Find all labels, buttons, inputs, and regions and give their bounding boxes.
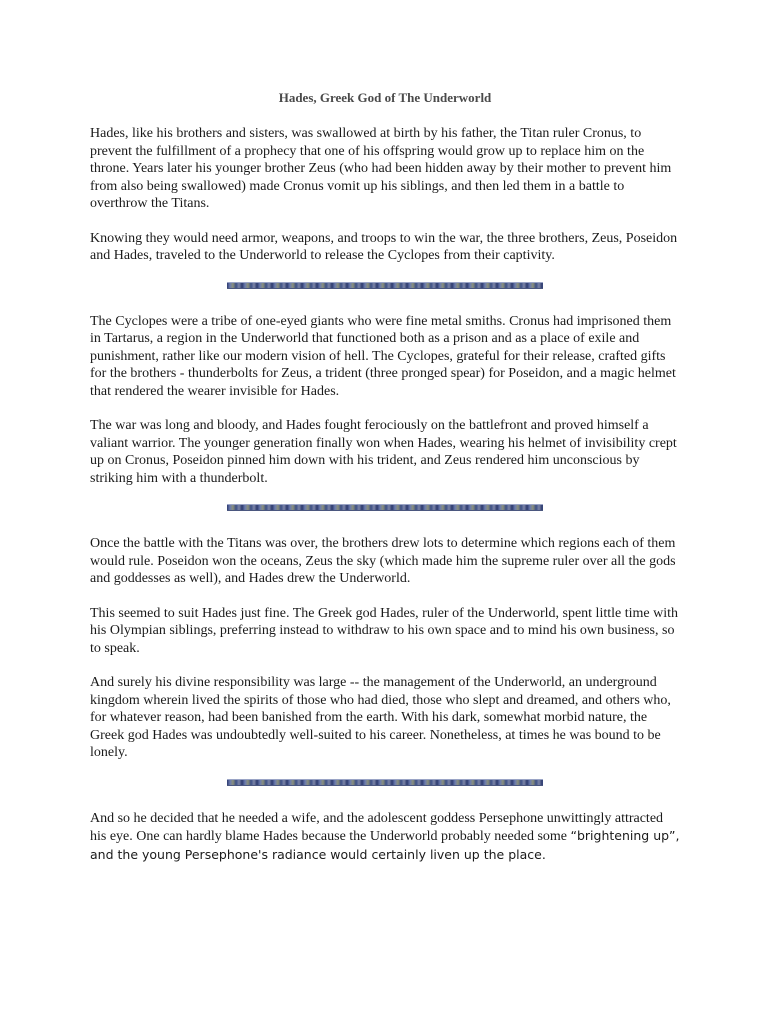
paragraph-8-tail: “brightening up”, and the young Persephone's radiance would certainly liven up the place.	[90, 828, 680, 862]
paragraph-8	[90, 810, 680, 865]
paragraph-2: Knowing they would need armor, weapons, and troops to win the war, the three brothers, Zeus, Poseidon and Hades, traveled to the Underworld to release the Cyclopes from their captivity.	[90, 230, 678, 263]
paragraph-4: The war was long and bloody, and Hades fought ferociously on the battlefront and proved himself a valiant warrior. The younger generation finally won when Hades, wearing his helmet of invisibility crept up on Cronus, Poseidon pinned him down with his trident, and Zeus rendered him unconscious by striking him with a thunderbolt.	[90, 418, 677, 486]
decorative-divider-2	[227, 504, 543, 511]
paragraph-5: Once the battle with the Titans was over, the brothers drew lots to determine which regions each of them would rule. Poseidon won the oceans, Zeus the sky (which made him the supreme ruler over all the gods and goddesses as well), and Hades drew the Underworld.	[90, 536, 676, 586]
document-page	[90, 88, 680, 864]
paragraph-8-start: And so he decided that he needed a wife, and the adolescent goddess Persephone unwittingly attracted his eye. One can hardly blame Hades because the Underworld probably needed some	[90, 810, 664, 844]
document-title: Hades, Greek God of The Underworld	[278, 90, 492, 105]
paragraph-1: Hades, like his brothers and sisters, was swallowed at birth by his father, the Titan ruler Cronus, to prevent the fulfillment of a prophecy that one of his offspring would grow up to replace him on the throne. Years later his younger brother Zeus (who had been hidden away by their mother to prevent him from also being swallowed) made Cronus vomit up his siblings, and then led them in a battle to overthrow the Titans.	[90, 126, 672, 211]
decorative-divider-1	[227, 282, 543, 289]
paragraph-7: And surely his divine responsibility was large -- the management of the Underworld, an underground kingdom wherein lived the spirits of those who had died, those who slept and dreamed, and others who, for whatever reason, had been banished from the earth. With his dark, somewhat morbid nature, the Greek god Hades was undoubtedly well-suited to his career. Nonetheless, at times he was bound to be lonely.	[90, 675, 671, 760]
paragraph-3: The Cyclopes were a tribe of one-eyed giants who were fine metal smiths. Cronus had imprisoned them in Tartarus, a region in the Underworld that functioned both as a prison and as a place of exile and punishment, rather like our modern vision of hell. The Cyclopes, grateful for their release, crafted gifts for the brothers - thunderbolts for Zeus, a trident (three pronged spear) for Poseidon, and a magic helmet that rendered the wearer invisible for Hades.	[90, 313, 676, 399]
paragraph-6: This seemed to suit Hades just fine. The Greek god Hades, ruler of the Underworld, spent little time with his Olympian siblings, preferring instead to withdraw to his own space and to mind his own business, so to speak.	[90, 605, 678, 656]
decorative-divider-3	[227, 779, 543, 786]
